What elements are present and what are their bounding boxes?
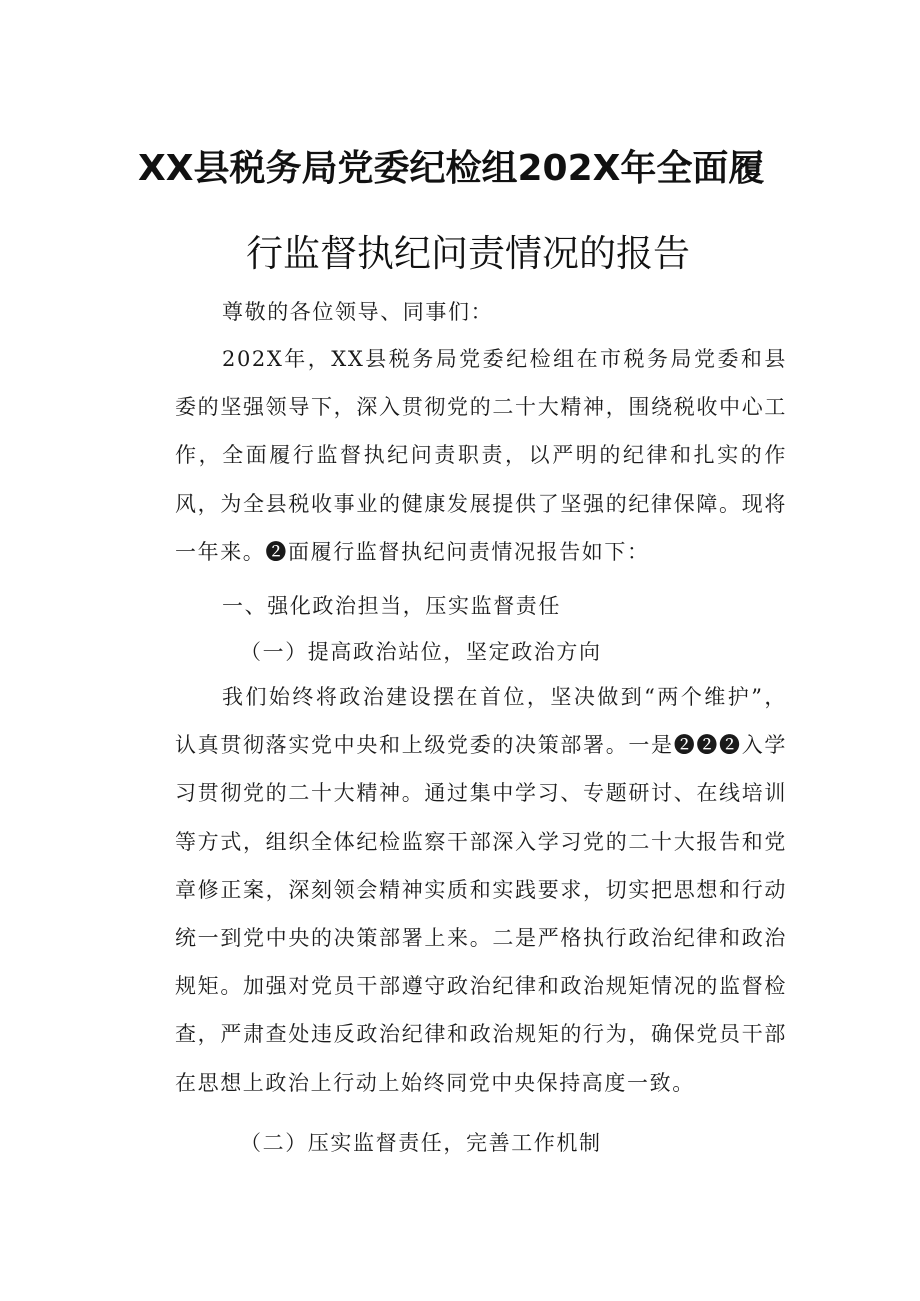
greeting: 尊敬的各位领导、同事们：	[222, 300, 494, 324]
document-title-line-2: 行监督执纪问责情况的报告	[246, 232, 690, 275]
document-title-line-1: XX县税务局党委纪检组202X年全面履	[138, 148, 765, 189]
subsection-1-body: 我们始终将政治建设摆在首位，坚决做到“两个维护”，认真贯彻落实党中央和上级党委的决策部署。一是❷❷❷入学习贯彻党的二十大精神。通过集中学习、专题研讨、在线培训等方式，组织全体纪检监察干部深入学习党的二十大报告和党章修正案，深刻领会精神实质和实践要求，切实把思想和行动统一到党中央的决策部署上来。二是严格执行政治纪律和政治规矩。加强对党员干部遵守政治纪律和政治规矩情况的监督检查，严肃查处违反政治纪律和政治规矩的行为，确保党员干部在思想上政治上行动上始终同党中央保持高度一致。	[175, 685, 787, 1095]
subsection-2-heading: （二）压实监督责任，完善工作机制	[240, 1131, 602, 1155]
intro-paragraph: 202X年，XX县税务局党委纪检组在市税务局党委和县委的坚强领导下，深入贯彻党的二十大精神，围绕税收中心工作，全面履行监督执纪问责职责，以严明的纪律和扎实的作风，为全县税收事业的健康发展提供了坚强的纪律保障。现将一年来。❷面履行监督执纪问责情况报告如下：	[175, 347, 787, 564]
subsection-1-heading: （一）提高政治站位，坚定政治方向	[240, 640, 602, 664]
section-1-heading: 一、强化政治担当，压实监督责任	[222, 594, 561, 618]
